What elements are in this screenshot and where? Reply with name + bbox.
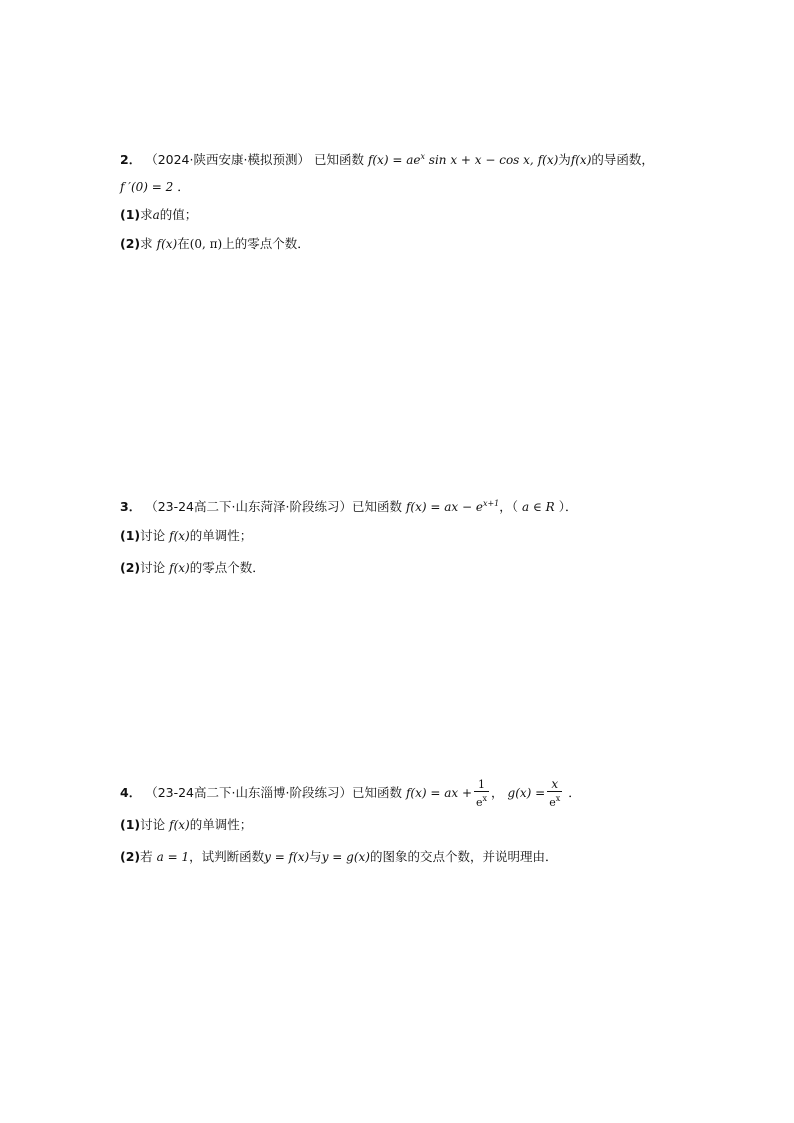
problem-source: （23-24高二下·山东淄博·阶段练习）: [145, 785, 352, 800]
stem-text: 为: [558, 152, 571, 167]
math-interval: (0, π): [189, 237, 223, 251]
part-label: (2): [120, 849, 141, 864]
fraction-1-over-ex: $\frac{1}{e^x}$: [476, 778, 488, 809]
stem-text: 的零点个数．: [189, 560, 265, 575]
stem-text: 讨论: [140, 528, 166, 543]
math-y-g: y = g(x): [321, 850, 370, 864]
stem-text: 与: [309, 849, 322, 864]
stem-text: ，（: [499, 499, 519, 514]
math-y-f: y = f(x): [264, 850, 310, 864]
problem-4-stem: [120, 778, 581, 809]
stem-text: 讨论: [140, 817, 166, 832]
stem-text: 上的零点个数．: [222, 236, 310, 251]
problem-number: 2．: [120, 152, 142, 167]
stem-text: 的单调性；: [189, 817, 253, 832]
math-fx: f(x): [169, 561, 190, 575]
function-definition: $f(x) = ae^x$ sin x + x − cos x,: [367, 152, 534, 167]
problem-3-stem: [120, 495, 577, 516]
stem-text: 求: [140, 236, 153, 251]
fraction-x-over-ex: $\frac{x}{e^x}$: [549, 777, 561, 809]
math-param: a ∈ R: [522, 500, 555, 514]
math-fx: f(x): [570, 153, 592, 167]
problem-2-part-2: [120, 235, 310, 253]
problem-3-part-2: [120, 559, 265, 577]
problem-number: 3．: [120, 499, 142, 514]
problem-source: （2024·陕西安康·模拟预测）: [145, 152, 310, 167]
part-label: (2): [120, 236, 141, 251]
function-definition: f(x) = ax − $e^{x+1}$: [405, 499, 500, 514]
problem-source: （23-24高二下·山东菏泽·阶段练习）: [145, 499, 352, 514]
math-fx: f(x): [169, 818, 190, 832]
math-var: a: [152, 208, 160, 222]
stem-text: ）．: [558, 499, 578, 514]
stem-text: 求: [140, 207, 153, 222]
stem-text: ．: [568, 785, 581, 800]
stem-text: ，: [491, 785, 504, 800]
problem-4-part-1: [120, 816, 252, 834]
part-label: (1): [120, 817, 141, 832]
math-fx: f(x): [169, 529, 190, 543]
problem-number: 4．: [120, 785, 142, 800]
math-f-def: f(x) = ax +: [405, 786, 473, 800]
problem-2-condition: [120, 178, 190, 196]
problem-2-part-1: [120, 206, 197, 224]
problem-3-part-1: [120, 527, 252, 545]
math-condition: a = 1: [156, 850, 190, 864]
stem-text: 的图象的交点个数，并说明理由．: [369, 849, 558, 864]
stem-text: ．: [177, 179, 190, 194]
stem-text: 的导函数，: [591, 152, 654, 167]
stem-text: 已知函数: [313, 152, 364, 167]
problem-4-part-2: [120, 848, 557, 866]
part-label: (1): [120, 207, 141, 222]
stem-text: 若: [140, 849, 153, 864]
part-label: (2): [120, 560, 141, 575]
stem-text: 讨论: [140, 560, 166, 575]
stem-text: 在: [177, 236, 190, 251]
stem-text: ，试判断函数: [189, 849, 265, 864]
stem-text: 的值；: [159, 207, 198, 222]
part-label: (1): [120, 528, 141, 543]
problem-2-stem: [120, 148, 654, 169]
math-condition: f ′(0) = 2: [120, 180, 174, 194]
stem-text: 已知函数: [351, 785, 402, 800]
math-g-def: g(x) =: [507, 786, 546, 800]
stem-text: 已知函数: [351, 499, 402, 514]
stem-text: 的单调性；: [189, 528, 253, 543]
math-fx: f(x): [156, 237, 178, 251]
math-fx: f(x): [537, 153, 559, 167]
